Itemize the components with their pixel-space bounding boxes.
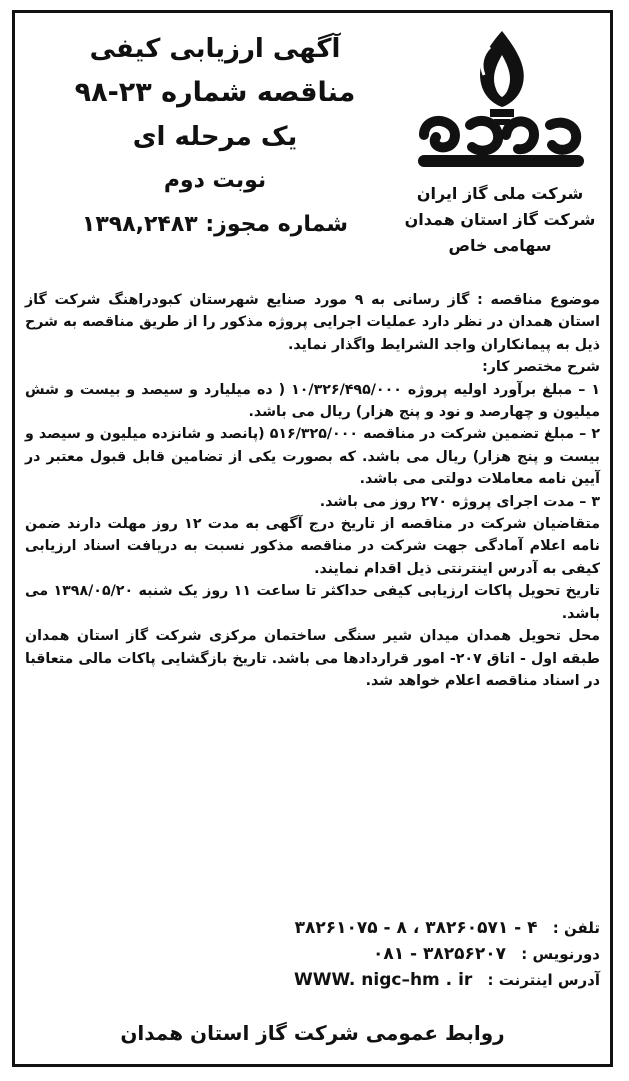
applicants-paragraph: متقاضیان شرکت در مناقصه از تاریخ درج آگهی به مدت ۱۲ روز مهلت دارند ضمن نامه اعلام آمادگی جهت شرکت در مناقصه مذکور نسبت به دریافت اسناد ارزیابی کیفی به آدرس اینترنتی ذیل اقدام نمایند. [25, 516, 600, 577]
phone-row [25, 915, 600, 941]
item-1-estimate: ۱ – مبلغ برآورد اولیه پروژه ۱۰/۳۲۶/۴۹۵/۰۰۰ ( ده میلیارد و سیصد و بیست و شش میلیون و چهارصد و نود و پنج هزار) ریال می باشد. [25, 381, 600, 421]
item-3-duration: ۳ – مدت اجرای پروژه ۲۷۰ روز می باشد. [319, 493, 600, 510]
title-block [35, 27, 395, 247]
title-line-1: آگهی ارزیابی کیفی [89, 34, 341, 64]
subject-paragraph: موضوع مناقصه : گاز رسانی به ۹ مورد صنایع شهرستان کبودراهنگ شرکت گاز استان همدان در نظر دارد عملیات اجرایی پروژه مذکور را از طریق مناقصه به شرح ذیل به پیمانکاران واجد الشرایط واگذار نماید. [25, 292, 600, 353]
summary-heading: شرح مختصر کار: [482, 359, 600, 376]
footer-signature: روابط عمومی شرکت گاز استان همدان [120, 1021, 505, 1045]
website-link[interactable]: WWW. nigc–hm . ir [294, 970, 473, 990]
fax-value: ۰۸۱ - ۳۸۲۵۶۲۰۷ [372, 944, 507, 964]
company-line-3: سهامی خاص [448, 236, 552, 255]
title-line-3: یک مرحله ای [132, 122, 298, 152]
website-row [25, 967, 600, 993]
phone-label: تلفن : [552, 919, 600, 937]
phone-value: ۳۸۲۶۱۰۷۵ - ۸ ، ۳۸۲۶۰۵۷۱ - ۴ [294, 918, 538, 938]
advertisement-frame [12, 10, 613, 1067]
company-line-2: شرکت گاز استان همدان [404, 210, 596, 229]
delivery-place-paragraph: محل تحویل همدان میدان شیر سنگی ساختمان مرکزی شرکت گاز استان همدان طبقه اول - اتاق ۲۰۷- امور قراردادها می باشد. تاریخ بازگشایی پاکات مالی متعاقبا در اسناد مناقصه اعلام خواهد شد. [25, 628, 601, 689]
body-text [25, 289, 600, 692]
fax-label: دورنویس : [521, 945, 600, 963]
delivery-date-paragraph: تاریخ تحویل پاکات ارزیابی کیفی حداکثر تا ساعت ۱۱ روز یک شنبه ۱۳۹۸/۰۵/۲۰ می باشد. [25, 583, 600, 622]
title-line-4: نوبت دوم [163, 168, 267, 193]
nigc-logo-icon [410, 25, 592, 175]
permit-number: شماره مجوز: ۱۳۹۸,۲۴۸۳ [81, 212, 349, 237]
company-block [400, 181, 600, 259]
item-2-guarantee: ۲ – مبلغ تضمین شرکت در مناقصه ۵۱۶/۳۲۵/۰۰۰ (پانصد و شانزده میلیون و سیصد و بیست و پنج هزار) ریال می باشد. که بصورت یکی از تضامین قابل قبول معتبر در آیین نامه معاملات دولتی می باشد. [25, 426, 600, 488]
website-label: آدرس اینترنت : [487, 971, 600, 989]
contact-block [25, 915, 600, 993]
title-line-2: مناقصه شماره ۲۳-۹۸ [74, 77, 356, 108]
fax-row [25, 941, 600, 967]
header [15, 13, 610, 291]
company-line-1: شرکت ملی گاز ایران [416, 184, 584, 203]
